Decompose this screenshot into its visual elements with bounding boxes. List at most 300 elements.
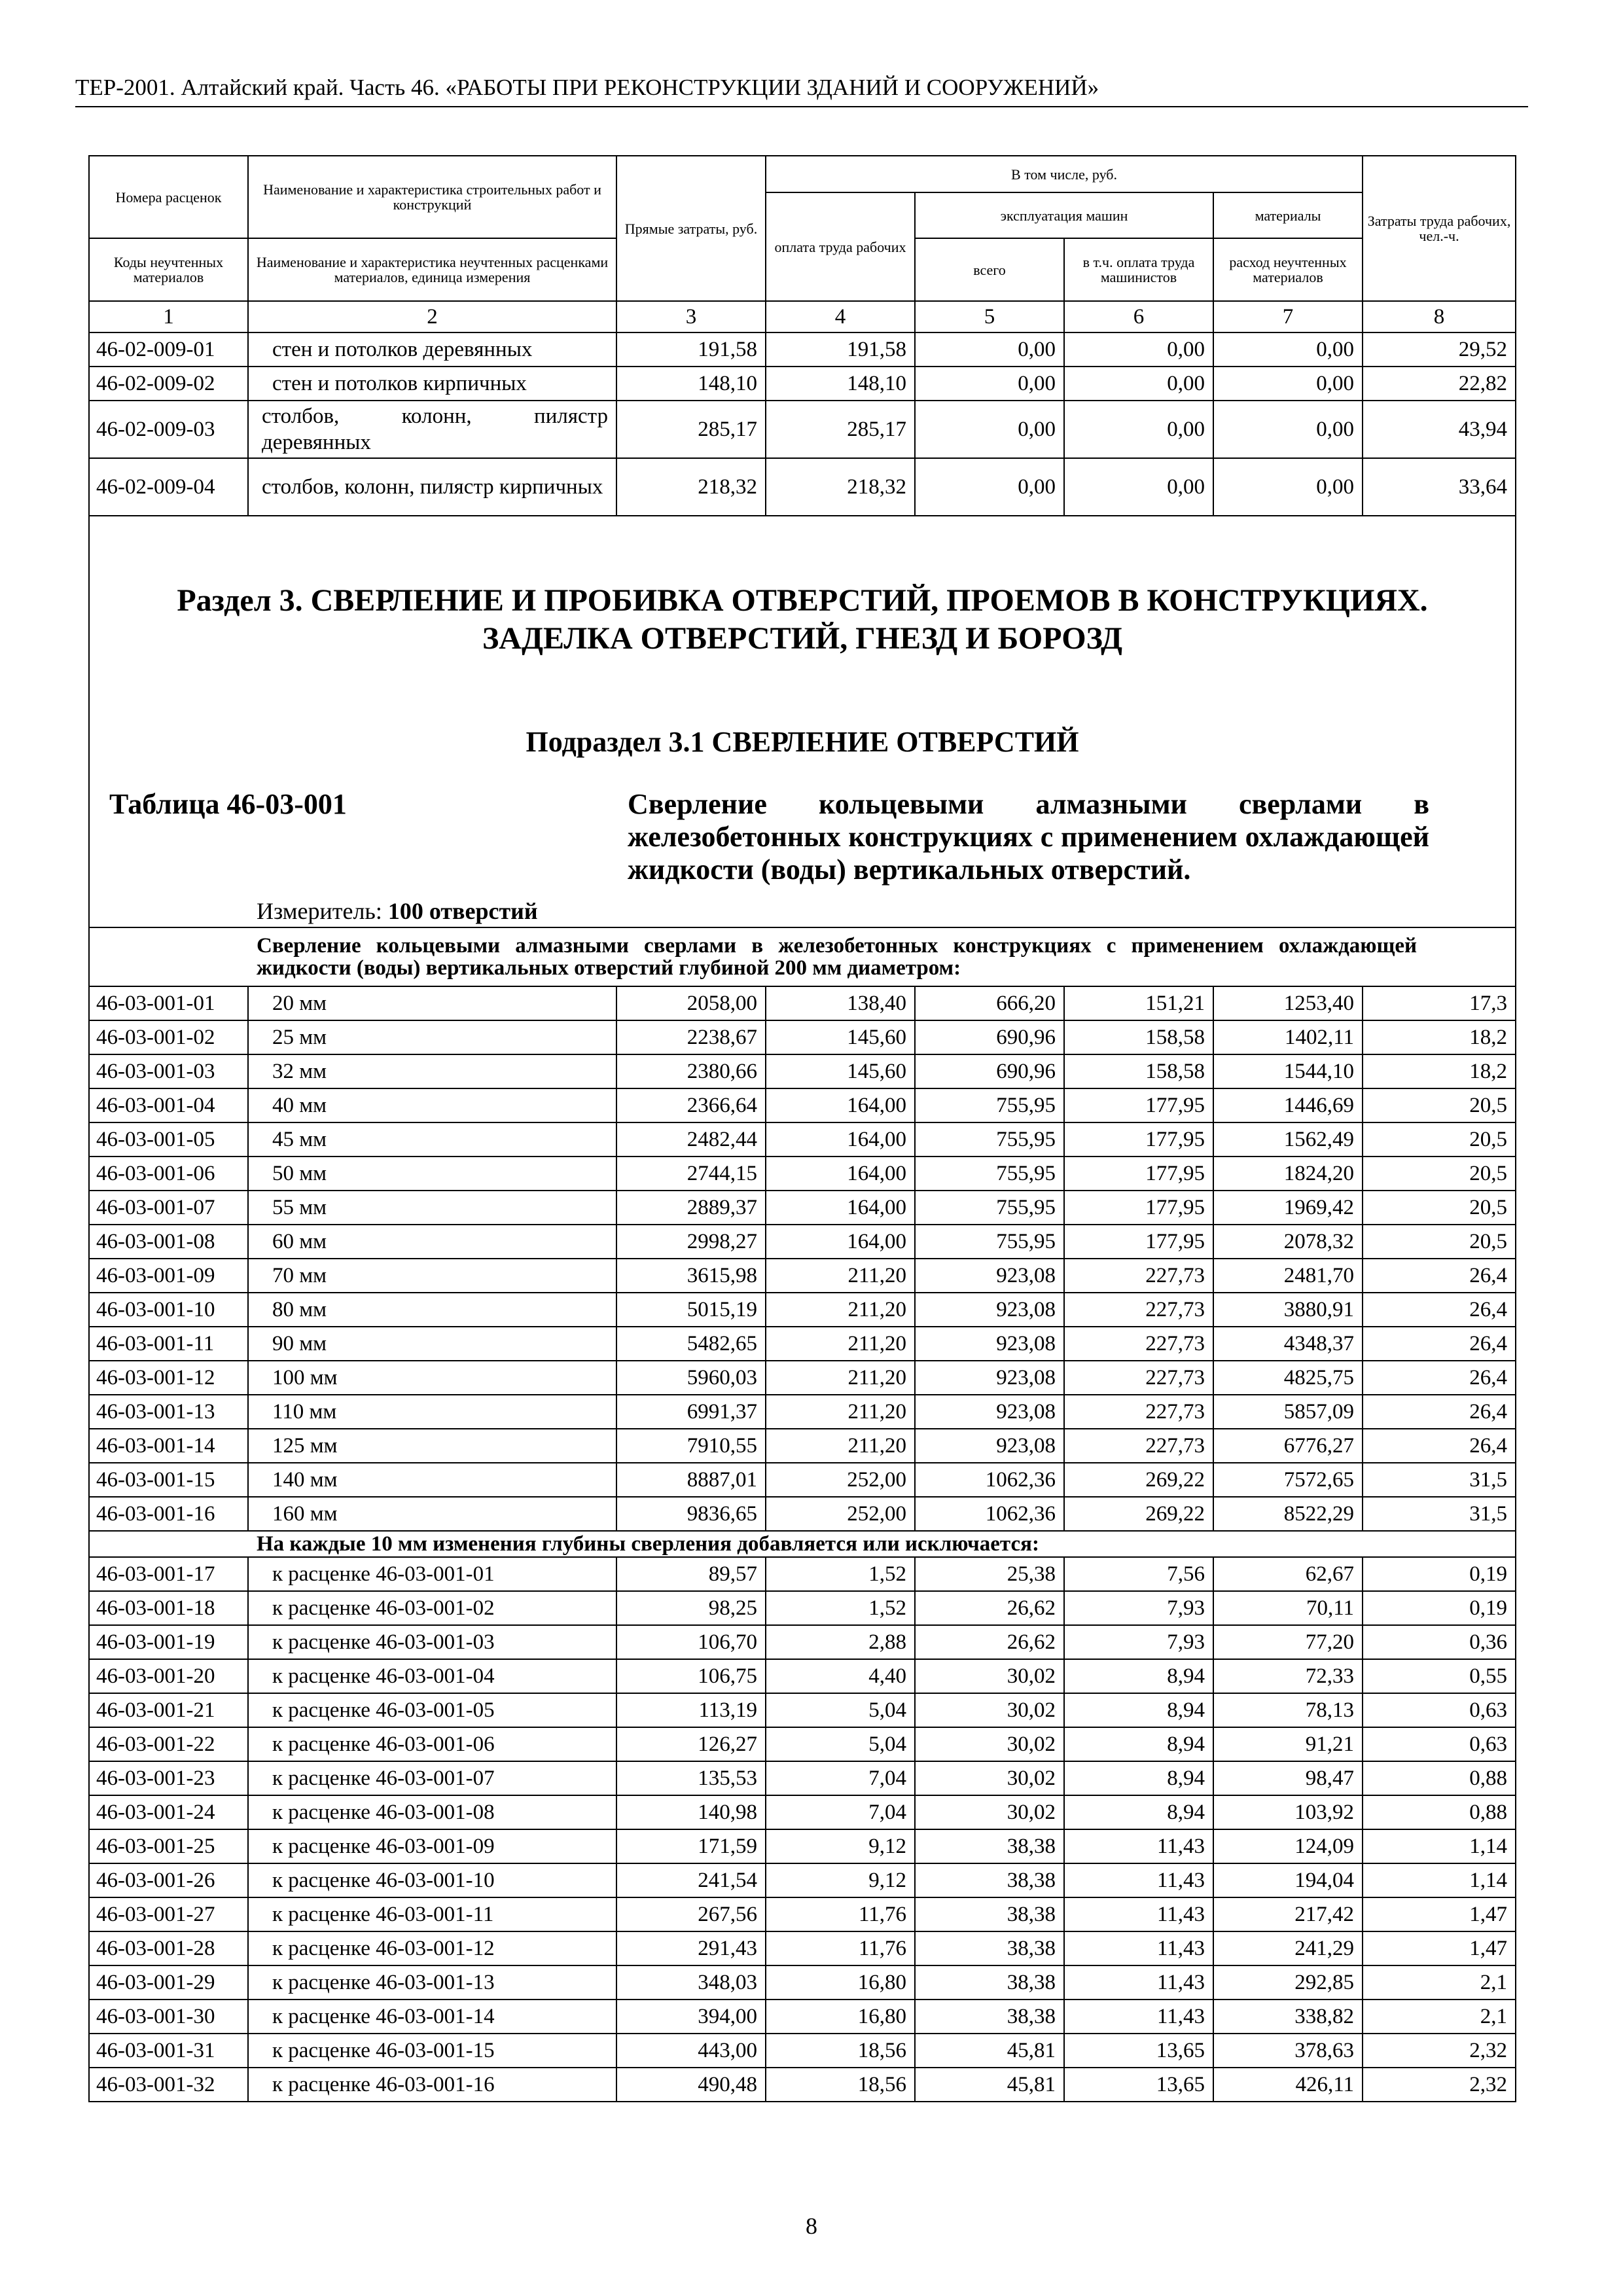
rate-value: 26,4 xyxy=(1363,1293,1516,1327)
rate-value: 1,14 xyxy=(1363,1863,1516,1897)
table-row xyxy=(89,2068,1516,2102)
rate-value: 755,95 xyxy=(915,1225,1064,1259)
rate-name: столбов, колонн, пилястр кирпичных xyxy=(248,458,616,516)
col-number: 2 xyxy=(248,301,616,332)
rate-value: 1062,36 xyxy=(915,1463,1064,1497)
rate-value: 291,43 xyxy=(616,1931,766,1965)
rate-value: 22,82 xyxy=(1363,367,1516,401)
table-row xyxy=(89,1625,1516,1659)
rate-value: 5857,09 xyxy=(1213,1395,1363,1429)
table-row xyxy=(89,2034,1516,2068)
rate-value: 755,95 xyxy=(915,1122,1064,1157)
rate-name: к расценке 46-03-001-07 xyxy=(248,1761,616,1795)
rate-value: 2481,70 xyxy=(1213,1259,1363,1293)
rate-name: 160 мм xyxy=(248,1497,616,1531)
top-rows xyxy=(89,332,1516,516)
header-name-works: Наименование и характеристика строительных работ и конструкций xyxy=(248,156,616,238)
rate-value: 8887,01 xyxy=(616,1463,766,1497)
rate-value: 164,00 xyxy=(766,1122,915,1157)
rates-table xyxy=(88,155,1516,2102)
rate-name: 90 мм xyxy=(248,1327,616,1361)
rate-value: 77,20 xyxy=(1213,1625,1363,1659)
header-incl-machinists: в т.ч. оплата труда машинистов xyxy=(1064,238,1213,301)
rate-value: 1,52 xyxy=(766,1557,915,1591)
rate-value: 227,73 xyxy=(1064,1361,1213,1395)
header-uncounted-materials: расход неучтенных материалов xyxy=(1213,238,1363,301)
table-row xyxy=(89,1259,1516,1293)
table-row xyxy=(89,1088,1516,1122)
rate-value: 1402,11 xyxy=(1213,1020,1363,1054)
rate-value: 0,88 xyxy=(1363,1761,1516,1795)
rate-code: 46-03-001-30 xyxy=(89,2000,248,2034)
rate-value: 218,32 xyxy=(616,458,766,516)
rate-code: 46-03-001-15 xyxy=(89,1463,248,1497)
header-including: В том числе, руб. xyxy=(766,156,1363,192)
rate-code: 46-02-009-03 xyxy=(89,401,248,458)
header-machines: эксплуатация машин xyxy=(915,192,1213,238)
rate-code: 46-03-001-31 xyxy=(89,2034,248,2068)
rate-value: 0,36 xyxy=(1363,1625,1516,1659)
rate-value: 20,5 xyxy=(1363,1225,1516,1259)
page-header: ТЕР-2001. Алтайский край. Часть 46. «РАБОТЫ ПРИ РЕКОНСТРУКЦИИ ЗДАНИЙ И СООРУЖЕНИЙ» xyxy=(75,73,1528,107)
table-row xyxy=(89,401,1516,458)
table-label: Таблица 46-03-001 xyxy=(109,788,347,820)
rate-value: 177,95 xyxy=(1064,1088,1213,1122)
rate-name: к расценке 46-03-001-10 xyxy=(248,1863,616,1897)
rate-name: к расценке 46-03-001-11 xyxy=(248,1897,616,1931)
rate-value: 17,3 xyxy=(1363,986,1516,1020)
rate-value: 26,62 xyxy=(915,1625,1064,1659)
rate-value: 0,00 xyxy=(1064,458,1213,516)
rate-value: 2889,37 xyxy=(616,1191,766,1225)
rate-value: 9,12 xyxy=(766,1863,915,1897)
table-row xyxy=(89,1897,1516,1931)
rate-value: 2482,44 xyxy=(616,1122,766,1157)
rate-value: 0,55 xyxy=(1363,1659,1516,1693)
rate-value: 30,02 xyxy=(915,1659,1064,1693)
rate-value: 211,20 xyxy=(766,1293,915,1327)
rate-name: к расценке 46-03-001-01 xyxy=(248,1557,616,1591)
rate-code: 46-03-001-23 xyxy=(89,1761,248,1795)
rate-name: 25 мм xyxy=(248,1020,616,1054)
rate-value: 177,95 xyxy=(1064,1122,1213,1157)
table-row xyxy=(89,1361,1516,1395)
table-row xyxy=(89,458,1516,516)
rate-value: 0,00 xyxy=(1064,401,1213,458)
rate-value: 72,33 xyxy=(1213,1659,1363,1693)
table-row xyxy=(89,1659,1516,1693)
rate-value: 227,73 xyxy=(1064,1395,1213,1429)
rate-value: 2,32 xyxy=(1363,2034,1516,2068)
rate-name: 45 мм xyxy=(248,1122,616,1157)
rate-value: 13,65 xyxy=(1064,2034,1213,2068)
rate-code: 46-03-001-14 xyxy=(89,1429,248,1463)
rate-value: 227,73 xyxy=(1064,1259,1213,1293)
rate-value: 4825,75 xyxy=(1213,1361,1363,1395)
rate-value: 5960,03 xyxy=(616,1361,766,1395)
rate-value: 45,81 xyxy=(915,2068,1064,2102)
rate-code: 46-03-001-18 xyxy=(89,1591,248,1625)
col-number: 7 xyxy=(1213,301,1363,332)
rate-value: 30,02 xyxy=(915,1693,1064,1727)
table-row xyxy=(89,1863,1516,1897)
rate-value: 106,70 xyxy=(616,1625,766,1659)
page-number: 8 xyxy=(806,2213,817,2239)
rate-code: 46-03-001-16 xyxy=(89,1497,248,1531)
rate-value: 26,4 xyxy=(1363,1395,1516,1429)
rate-value: 8,94 xyxy=(1064,1795,1213,1829)
rate-name: 140 мм xyxy=(248,1463,616,1497)
measure-value: 100 отверстий xyxy=(387,898,538,924)
col-number: 8 xyxy=(1363,301,1516,332)
rate-value: 1,14 xyxy=(1363,1829,1516,1863)
group2-rows xyxy=(89,1557,1516,2102)
rate-value: 45,81 xyxy=(915,2034,1064,2068)
rate-name: 60 мм xyxy=(248,1225,616,1259)
table-row xyxy=(89,1054,1516,1088)
table-row xyxy=(89,1122,1516,1157)
rate-value: 0,00 xyxy=(1064,332,1213,367)
rate-name: к расценке 46-03-001-05 xyxy=(248,1693,616,1727)
rate-value: 211,20 xyxy=(766,1395,915,1429)
rate-code: 46-03-001-03 xyxy=(89,1054,248,1088)
table-title: Сверление кольцевыми алмазными сверлами в железобетонных конструкциях с применением охлаждающей жидкости (воды) вертикальных отверстий. xyxy=(628,788,1429,886)
rate-name: стен и потолков деревянных xyxy=(248,332,616,367)
rate-code: 46-03-001-01 xyxy=(89,986,248,1020)
rate-name: к расценке 46-03-001-02 xyxy=(248,1591,616,1625)
rate-value: 3880,91 xyxy=(1213,1293,1363,1327)
rate-name: 100 мм xyxy=(248,1361,616,1395)
table-row xyxy=(89,1157,1516,1191)
rate-value: 126,27 xyxy=(616,1727,766,1761)
section-block xyxy=(89,516,1516,927)
rate-value: 151,21 xyxy=(1064,986,1213,1020)
rate-value: 1969,42 xyxy=(1213,1191,1363,1225)
rate-name: столбов, колонн, пилястр деревянных xyxy=(248,401,616,458)
rate-code: 46-03-001-22 xyxy=(89,1727,248,1761)
rate-value: 38,38 xyxy=(915,1897,1064,1931)
rate-value: 2,1 xyxy=(1363,1965,1516,2000)
measure-label: Измеритель: xyxy=(257,898,382,924)
header-materials: материалы xyxy=(1213,192,1363,238)
table-row xyxy=(89,1965,1516,2000)
rate-value: 378,63 xyxy=(1213,2034,1363,2068)
rate-value: 0,00 xyxy=(1213,458,1363,516)
rate-value: 158,58 xyxy=(1064,1054,1213,1088)
rate-value: 113,19 xyxy=(616,1693,766,1727)
rate-value: 241,54 xyxy=(616,1863,766,1897)
rate-name: 20 мм xyxy=(248,986,616,1020)
rate-value: 30,02 xyxy=(915,1761,1064,1795)
rate-value: 7,04 xyxy=(766,1795,915,1829)
rate-name: к расценке 46-03-001-15 xyxy=(248,2034,616,2068)
rate-value: 9,12 xyxy=(766,1829,915,1863)
rate-name: 55 мм xyxy=(248,1191,616,1225)
rate-code: 46-03-001-29 xyxy=(89,1965,248,2000)
rate-code: 46-03-001-28 xyxy=(89,1931,248,1965)
rate-value: 218,32 xyxy=(766,458,915,516)
table-row xyxy=(89,367,1516,401)
rate-value: 29,52 xyxy=(1363,332,1516,367)
rate-value: 25,38 xyxy=(915,1557,1064,1591)
rate-value: 252,00 xyxy=(766,1463,915,1497)
rate-code: 46-03-001-32 xyxy=(89,2068,248,2102)
rate-name: к расценке 46-03-001-13 xyxy=(248,1965,616,2000)
table-row xyxy=(89,1761,1516,1795)
rate-value: 0,00 xyxy=(915,401,1064,458)
rate-value: 285,17 xyxy=(766,401,915,458)
table-row xyxy=(89,1727,1516,1761)
header-num-rates: Номера расценок xyxy=(89,156,248,238)
rate-value: 755,95 xyxy=(915,1088,1064,1122)
rate-value: 755,95 xyxy=(915,1157,1064,1191)
rate-value: 5,04 xyxy=(766,1727,915,1761)
rate-value: 443,00 xyxy=(616,2034,766,2068)
table-row xyxy=(89,1693,1516,1727)
rate-code: 46-03-001-05 xyxy=(89,1122,248,1157)
rate-value: 394,00 xyxy=(616,2000,766,2034)
rate-value: 7572,65 xyxy=(1213,1463,1363,1497)
rate-name: 70 мм xyxy=(248,1259,616,1293)
rate-value: 138,40 xyxy=(766,986,915,1020)
header-name-materials: Наименование и характеристика неучтенных расценками материалов, единица измерения xyxy=(248,238,616,301)
rate-value: 490,48 xyxy=(616,2068,766,2102)
rate-value: 26,62 xyxy=(915,1591,1064,1625)
rate-value: 148,10 xyxy=(616,367,766,401)
subsection-title: Подраздел 3.1 СВЕРЛЕНИЕ ОТВЕРСТИЙ xyxy=(526,726,1079,758)
rate-value: 8,94 xyxy=(1064,1659,1213,1693)
table-row xyxy=(89,1429,1516,1463)
rate-value: 43,94 xyxy=(1363,401,1516,458)
rate-value: 20,5 xyxy=(1363,1122,1516,1157)
col-number: 3 xyxy=(616,301,766,332)
rate-value: 26,4 xyxy=(1363,1327,1516,1361)
rate-value: 241,29 xyxy=(1213,1931,1363,1965)
header-codes-materials: Коды неучтенных материалов xyxy=(89,238,248,301)
rate-code: 46-03-001-12 xyxy=(89,1361,248,1395)
rate-value: 285,17 xyxy=(616,401,766,458)
rate-code: 46-03-001-26 xyxy=(89,1863,248,1897)
rate-value: 158,58 xyxy=(1064,1020,1213,1054)
rate-value: 2998,27 xyxy=(616,1225,766,1259)
rate-value: 148,10 xyxy=(766,367,915,401)
rate-name: к расценке 46-03-001-04 xyxy=(248,1659,616,1693)
rate-name: 50 мм xyxy=(248,1157,616,1191)
rate-value: 2744,15 xyxy=(616,1157,766,1191)
rate-value: 0,00 xyxy=(1213,401,1363,458)
rate-value: 164,00 xyxy=(766,1191,915,1225)
table-row xyxy=(89,1293,1516,1327)
rate-code: 46-03-001-04 xyxy=(89,1088,248,1122)
rate-value: 8,94 xyxy=(1064,1693,1213,1727)
header-total: всего xyxy=(915,238,1064,301)
rate-name: к расценке 46-03-001-14 xyxy=(248,2000,616,2034)
rate-code: 46-03-001-08 xyxy=(89,1225,248,1259)
table-row xyxy=(89,1225,1516,1259)
rate-value: 18,2 xyxy=(1363,1054,1516,1088)
rate-value: 923,08 xyxy=(915,1429,1064,1463)
table-row xyxy=(89,332,1516,367)
rate-value: 923,08 xyxy=(915,1361,1064,1395)
rate-code: 46-03-001-19 xyxy=(89,1625,248,1659)
rate-value: 16,80 xyxy=(766,1965,915,2000)
rate-value: 8,94 xyxy=(1064,1761,1213,1795)
rate-value: 211,20 xyxy=(766,1259,915,1293)
rate-code: 46-03-001-25 xyxy=(89,1829,248,1863)
rate-value: 690,96 xyxy=(915,1054,1064,1088)
rate-value: 426,11 xyxy=(1213,2068,1363,2102)
rate-value: 30,02 xyxy=(915,1795,1064,1829)
rate-value: 38,38 xyxy=(915,1965,1064,2000)
rate-value: 227,73 xyxy=(1064,1327,1213,1361)
rate-value: 211,20 xyxy=(766,1361,915,1395)
rate-value: 26,4 xyxy=(1363,1361,1516,1395)
rate-value: 923,08 xyxy=(915,1327,1064,1361)
rate-value: 135,53 xyxy=(616,1761,766,1795)
rate-value: 164,00 xyxy=(766,1088,915,1122)
rate-value: 0,00 xyxy=(1064,367,1213,401)
rate-value: 1062,36 xyxy=(915,1497,1064,1531)
table-row xyxy=(89,1497,1516,1531)
rate-value: 20,5 xyxy=(1363,1157,1516,1191)
header-labor-pay: оплата труда рабочих xyxy=(766,192,915,301)
rate-value: 4,40 xyxy=(766,1659,915,1693)
rate-value: 0,88 xyxy=(1363,1795,1516,1829)
rate-value: 164,00 xyxy=(766,1157,915,1191)
rate-value: 1824,20 xyxy=(1213,1157,1363,1191)
rate-value: 923,08 xyxy=(915,1293,1064,1327)
rate-value: 26,4 xyxy=(1363,1429,1516,1463)
rate-name: 80 мм xyxy=(248,1293,616,1327)
rate-value: 145,60 xyxy=(766,1054,915,1088)
rate-value: 171,59 xyxy=(616,1829,766,1863)
rate-value: 1562,49 xyxy=(1213,1122,1363,1157)
rate-value: 8522,29 xyxy=(1213,1497,1363,1531)
rate-name: стен и потолков кирпичных xyxy=(248,367,616,401)
rate-value: 164,00 xyxy=(766,1225,915,1259)
table-row xyxy=(89,1020,1516,1054)
header-direct-costs: Прямые затраты, руб. xyxy=(616,156,766,301)
rate-value: 33,64 xyxy=(1363,458,1516,516)
measure xyxy=(257,897,538,925)
rate-value: 38,38 xyxy=(915,1863,1064,1897)
rate-name: к расценке 46-03-001-16 xyxy=(248,2068,616,2102)
rate-value: 2366,64 xyxy=(616,1088,766,1122)
rate-code: 46-02-009-02 xyxy=(89,367,248,401)
col-number: 5 xyxy=(915,301,1064,332)
rate-value: 11,43 xyxy=(1064,2000,1213,2034)
rate-value: 211,20 xyxy=(766,1429,915,1463)
section-title-line2: ЗАДЕЛКА ОТВЕРСТИЙ, ГНЕЗД И БОРОЗД xyxy=(482,621,1123,656)
rate-name: 110 мм xyxy=(248,1395,616,1429)
rate-value: 89,57 xyxy=(616,1557,766,1591)
rate-value: 0,00 xyxy=(915,458,1064,516)
rate-value: 18,2 xyxy=(1363,1020,1516,1054)
rate-name: 40 мм xyxy=(248,1088,616,1122)
rate-value: 11,76 xyxy=(766,1897,915,1931)
rate-value: 2380,66 xyxy=(616,1054,766,1088)
rate-value: 1,47 xyxy=(1363,1897,1516,1931)
rate-value: 2,88 xyxy=(766,1625,915,1659)
rate-name: 125 мм xyxy=(248,1429,616,1463)
group1-title: Сверление кольцевыми алмазными сверлами в железобетонных конструкциях с применением охлаждающей жидкости (воды) вертикальных отверстий глубиной 200 мм диаметром: xyxy=(89,927,1516,986)
col-number: 1 xyxy=(89,301,248,332)
rate-value: 292,85 xyxy=(1213,1965,1363,2000)
rate-value: 2078,32 xyxy=(1213,1225,1363,1259)
rate-code: 46-02-009-01 xyxy=(89,332,248,367)
rate-value: 755,95 xyxy=(915,1191,1064,1225)
rate-code: 46-03-001-02 xyxy=(89,1020,248,1054)
rate-value: 0,19 xyxy=(1363,1591,1516,1625)
rate-value: 7,04 xyxy=(766,1761,915,1795)
table-row xyxy=(89,1557,1516,1591)
rate-value: 5482,65 xyxy=(616,1327,766,1361)
table-row xyxy=(89,1795,1516,1829)
rate-value: 1,47 xyxy=(1363,1931,1516,1965)
rate-value: 267,56 xyxy=(616,1897,766,1931)
rate-value: 923,08 xyxy=(915,1259,1064,1293)
rate-code: 46-03-001-06 xyxy=(89,1157,248,1191)
rate-value: 140,98 xyxy=(616,1795,766,1829)
rate-value: 5015,19 xyxy=(616,1293,766,1327)
rate-value: 177,95 xyxy=(1064,1191,1213,1225)
rate-name: к расценке 46-03-001-08 xyxy=(248,1795,616,1829)
rate-value: 11,43 xyxy=(1064,1965,1213,2000)
rate-value: 78,13 xyxy=(1213,1693,1363,1727)
rate-code: 46-03-001-21 xyxy=(89,1693,248,1727)
rate-value: 2238,67 xyxy=(616,1020,766,1054)
rate-value: 5,04 xyxy=(766,1693,915,1727)
rate-value: 0,00 xyxy=(1213,332,1363,367)
rate-value: 1544,10 xyxy=(1213,1054,1363,1088)
rate-value: 0,00 xyxy=(915,332,1064,367)
rate-value: 26,4 xyxy=(1363,1259,1516,1293)
rate-value: 0,00 xyxy=(915,367,1064,401)
table-row xyxy=(89,1395,1516,1429)
table-row xyxy=(89,1829,1516,1863)
rate-value: 4348,37 xyxy=(1213,1327,1363,1361)
rate-code: 46-02-009-04 xyxy=(89,458,248,516)
rate-value: 0,19 xyxy=(1363,1557,1516,1591)
rate-value: 227,73 xyxy=(1064,1429,1213,1463)
rate-value: 20,5 xyxy=(1363,1191,1516,1225)
rate-value: 62,67 xyxy=(1213,1557,1363,1591)
rate-value: 690,96 xyxy=(915,1020,1064,1054)
rate-code: 46-03-001-09 xyxy=(89,1259,248,1293)
rate-value: 0,63 xyxy=(1363,1693,1516,1727)
rate-value: 923,08 xyxy=(915,1395,1064,1429)
rate-value: 177,95 xyxy=(1064,1157,1213,1191)
rate-value: 0,63 xyxy=(1363,1727,1516,1761)
rate-value: 91,21 xyxy=(1213,1727,1363,1761)
rate-value: 2058,00 xyxy=(616,986,766,1020)
table-row xyxy=(89,1931,1516,1965)
rate-value: 227,73 xyxy=(1064,1293,1213,1327)
rate-name: к расценке 46-03-001-06 xyxy=(248,1727,616,1761)
rate-value: 6776,27 xyxy=(1213,1429,1363,1463)
table-row xyxy=(89,986,1516,1020)
rate-value: 13,65 xyxy=(1064,2068,1213,2102)
rate-value: 98,25 xyxy=(616,1591,766,1625)
rate-value: 1253,40 xyxy=(1213,986,1363,1020)
rate-value: 2,32 xyxy=(1363,2068,1516,2102)
rate-value: 1446,69 xyxy=(1213,1088,1363,1122)
rate-code: 46-03-001-27 xyxy=(89,1897,248,1931)
rate-code: 46-03-001-13 xyxy=(89,1395,248,1429)
table-row xyxy=(89,1191,1516,1225)
rate-value: 217,42 xyxy=(1213,1897,1363,1931)
rate-value: 7,93 xyxy=(1064,1625,1213,1659)
